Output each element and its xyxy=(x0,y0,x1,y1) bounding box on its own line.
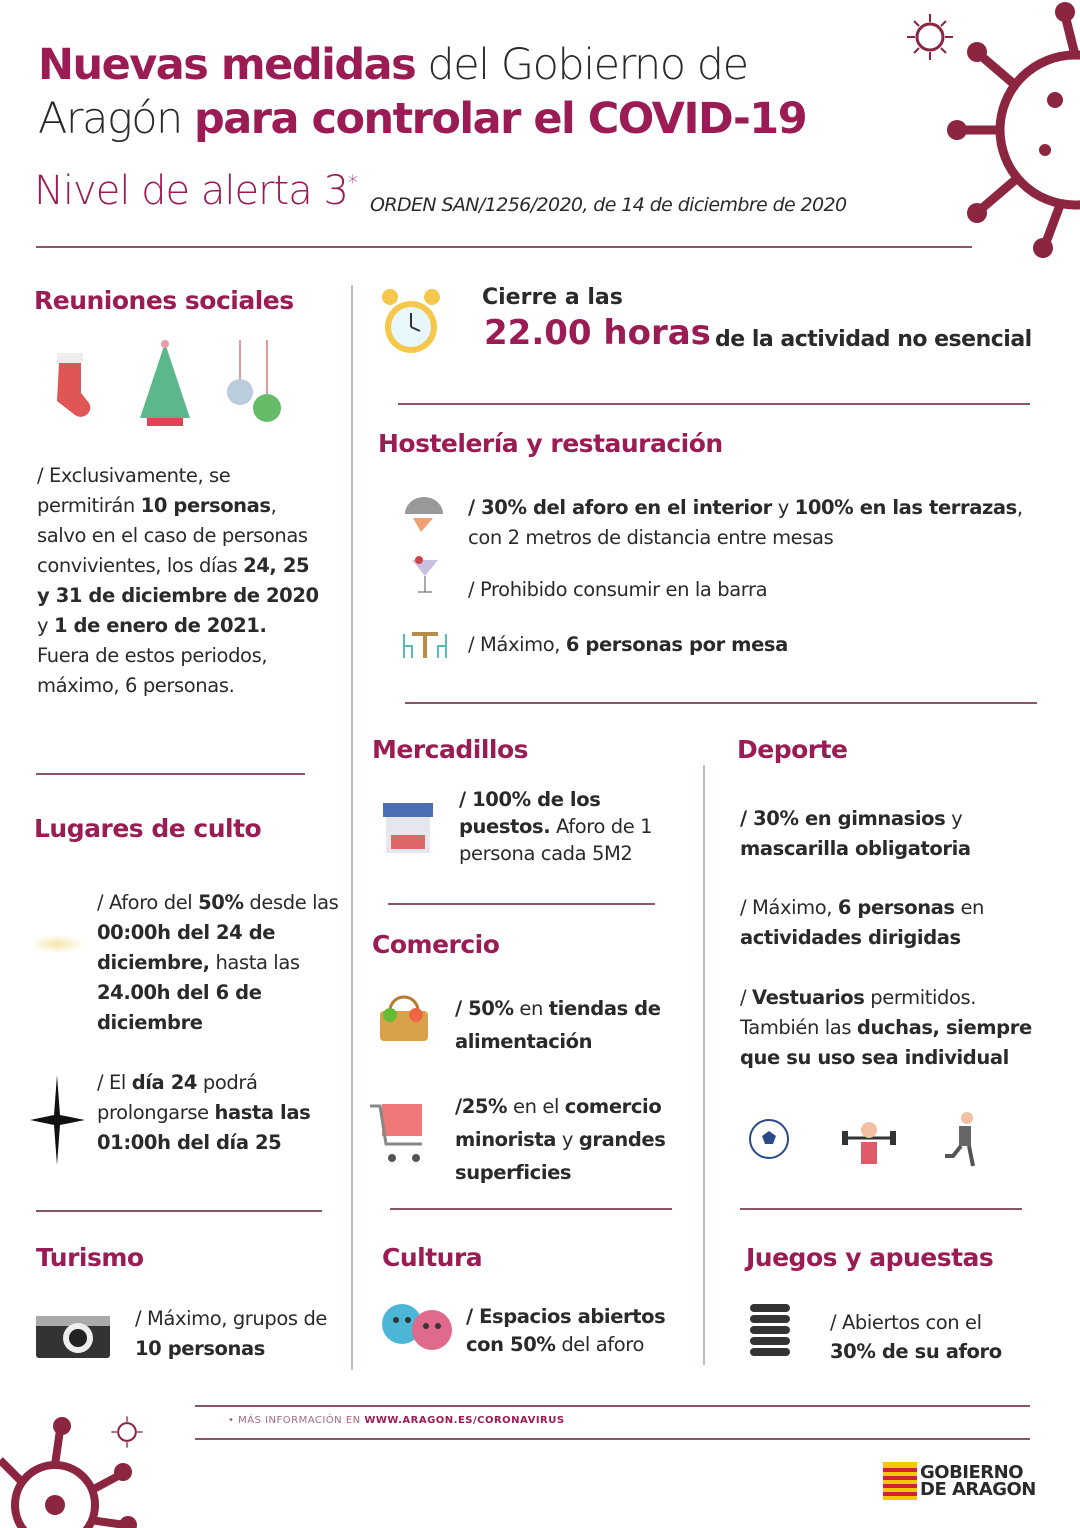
section-title-reuniones: Reuniones sociales xyxy=(34,286,294,315)
text-bold: / 50% xyxy=(455,997,514,1020)
culto-text-1 xyxy=(97,888,347,1038)
text-bold: 24, 25 y 31 de diciembre de 2020 xyxy=(37,554,319,607)
text-bold: 100% en las terrazas xyxy=(794,496,1017,519)
virus-icon-small-bottom xyxy=(110,1415,144,1449)
text-bold: mascarilla obligatoria xyxy=(740,837,971,860)
alert-footnote-mark: * xyxy=(347,170,357,195)
text-bold: duchas, siempre que su uso sea individual xyxy=(740,1016,1032,1069)
text: en xyxy=(513,997,549,1020)
divider xyxy=(36,773,305,775)
text-bold: / 100% de los puestos. xyxy=(459,788,601,838)
mercadillos-text xyxy=(459,786,679,867)
text-bold: /25% xyxy=(455,1095,508,1118)
turismo-text xyxy=(135,1304,335,1364)
closing-label: Cierre a las xyxy=(482,285,623,310)
text-bold: / Espacios abiertos con 50% xyxy=(466,1305,666,1356)
divider xyxy=(740,1208,1022,1210)
text-bold: 24.00h del 6 de diciembre xyxy=(97,981,262,1034)
text: del aforo xyxy=(555,1333,644,1356)
hosteleria-item-3 xyxy=(468,630,788,660)
text-bold: 10 personas xyxy=(140,494,271,517)
camera-icon xyxy=(36,1310,110,1358)
divider xyxy=(388,903,655,905)
christmas-tree-icon xyxy=(135,338,195,428)
text-bold: / 30% del aforo en el interior xyxy=(468,496,772,519)
text-bold: día 24 xyxy=(131,1071,198,1094)
text: y xyxy=(37,614,54,637)
text: , con 2 metros de distancia entre mesas xyxy=(468,496,1023,549)
text-bold: Vestuarios xyxy=(751,986,865,1009)
table-chairs-icon xyxy=(400,612,450,660)
virus-illustration-top-right xyxy=(945,0,1080,260)
column-divider xyxy=(351,285,353,1370)
text: / Aforo del xyxy=(97,891,199,914)
text: / Máximo, xyxy=(740,896,838,919)
text: / xyxy=(740,986,752,1009)
section-title-mercadillos: Mercadillos xyxy=(372,735,529,764)
comercio-item-2 xyxy=(455,1090,695,1189)
text: permitidos. También las xyxy=(740,986,977,1039)
cultura-text xyxy=(466,1303,696,1359)
divider xyxy=(398,403,1030,405)
text: Fuera de estos periodos, máximo, 6 personas. xyxy=(37,644,268,697)
text: y xyxy=(556,1128,579,1151)
ornaments-icon xyxy=(225,340,285,425)
text-bold: 50% xyxy=(198,891,244,914)
grocery-basket-icon xyxy=(378,993,430,1045)
gobierno-aragon-logo xyxy=(883,1462,1036,1500)
alarm-clock-icon xyxy=(380,285,442,360)
shopping-cart-icon xyxy=(368,1100,430,1166)
text: en el xyxy=(507,1095,565,1118)
text: y xyxy=(771,496,795,519)
hosteleria-item-2: / Prohibido consumir en la barra xyxy=(468,578,768,601)
market-stall-icon xyxy=(383,803,433,855)
section-title-hosteleria: Hostelería y restauración xyxy=(378,429,723,458)
text: desde las xyxy=(243,891,339,914)
more-info: • MÁS INFORMACIÓN EN WWW.ARAGON.ES/CORONAVIRUS xyxy=(228,1415,565,1426)
section-title-culto: Lugares de culto xyxy=(34,814,262,843)
cocktail-icon xyxy=(410,552,440,594)
order-reference: ORDEN SAN/1256/2020, de 14 de diciembre de 2020 xyxy=(370,194,847,216)
deporte-text-3 xyxy=(740,983,1060,1073)
text: podrá prolongarse xyxy=(97,1071,258,1124)
text-bold: 00:00h del 24 de diciembre, xyxy=(97,921,276,974)
comercio-item-1 xyxy=(455,992,690,1058)
text: / Máximo, xyxy=(468,633,566,656)
culto-text-2 xyxy=(97,1068,337,1158)
poker-chips-icon xyxy=(748,1302,792,1358)
title-bold-2: para controlar el COVID-19 xyxy=(193,94,807,144)
title-light-1: del Gobierno de xyxy=(415,40,748,90)
title-light-2: Aragón xyxy=(38,94,194,144)
divider xyxy=(390,1208,672,1210)
deporte-text-2 xyxy=(740,893,1040,953)
serving-cloche-icon xyxy=(403,492,445,537)
text-bold: tiendas de alimentación xyxy=(455,997,661,1053)
closing-description: de la actividad no esencial xyxy=(715,327,1032,352)
juegos-text xyxy=(830,1308,1030,1366)
more-info-label: MÁS INFORMACIÓN EN xyxy=(238,1415,365,1426)
aragon-flag-icon xyxy=(883,1462,917,1500)
text-bold: comercio minorista xyxy=(455,1095,662,1151)
alert-level xyxy=(34,168,357,214)
logo-text-1: GOBIERNO xyxy=(920,1462,1024,1483)
star-icon xyxy=(30,1075,85,1165)
text-bold: / 30% en gimnasios xyxy=(740,807,946,830)
theater-masks-icon xyxy=(380,1302,456,1354)
soccer-ball-icon xyxy=(748,1118,790,1160)
divider xyxy=(195,1405,1030,1407)
text-bold: 30% de su aforo xyxy=(830,1340,1002,1363)
divider xyxy=(36,1210,322,1212)
logo-text-2: DE ARAGON xyxy=(920,1479,1036,1500)
text: / Máximo, grupos de xyxy=(135,1307,328,1330)
text: en xyxy=(954,896,984,919)
column-divider xyxy=(703,765,705,1365)
text: / Exclusivamente, se permitirán xyxy=(37,464,231,517)
text: / El xyxy=(97,1071,132,1094)
text-bold: 1 de enero de 2021. xyxy=(53,614,267,637)
text-bold: 6 personas xyxy=(837,896,955,919)
section-title-juegos: Juegos y apuestas xyxy=(746,1243,994,1272)
text: y xyxy=(945,807,963,830)
reuniones-text xyxy=(37,461,322,701)
section-title-comercio: Comercio xyxy=(372,930,500,959)
runner-icon xyxy=(943,1110,979,1168)
section-title-cultura: Cultura xyxy=(382,1243,483,1272)
hosteleria-item-1 xyxy=(468,493,1038,553)
text-bold: actividades dirigidas xyxy=(740,926,961,949)
alert-level-text: Nivel de alerta 3 xyxy=(34,168,348,214)
deporte-text-1 xyxy=(740,804,1040,864)
section-title-deporte: Deporte xyxy=(737,735,848,764)
weightlifter-icon xyxy=(840,1118,898,1166)
text-bold: grandes superficies xyxy=(455,1128,666,1184)
text: / Abiertos con el xyxy=(830,1311,982,1334)
page-title xyxy=(38,38,918,146)
closing-time: 22.00 horas xyxy=(484,313,711,353)
divider xyxy=(405,702,1037,704)
title-bold-1: Nuevas medidas xyxy=(38,40,416,90)
text: , salvo en el caso de personas convivientes, los días xyxy=(37,494,308,577)
text: hasta las xyxy=(209,951,300,974)
christmas-stocking-icon xyxy=(45,345,95,425)
divider xyxy=(36,246,972,248)
text-bold: 6 personas por mesa xyxy=(565,633,788,656)
glow-icon xyxy=(30,935,85,953)
text-bold: hasta las 01:00h del día 25 xyxy=(97,1101,311,1154)
divider xyxy=(195,1438,1030,1440)
more-info-link[interactable]: WWW.ARAGON.ES/CORONAVIRUS xyxy=(364,1415,565,1426)
section-title-turismo: Turismo xyxy=(36,1243,144,1272)
text: Aforo de 1 persona cada 5M2 xyxy=(459,815,653,865)
text-bold: 10 personas xyxy=(135,1337,265,1360)
